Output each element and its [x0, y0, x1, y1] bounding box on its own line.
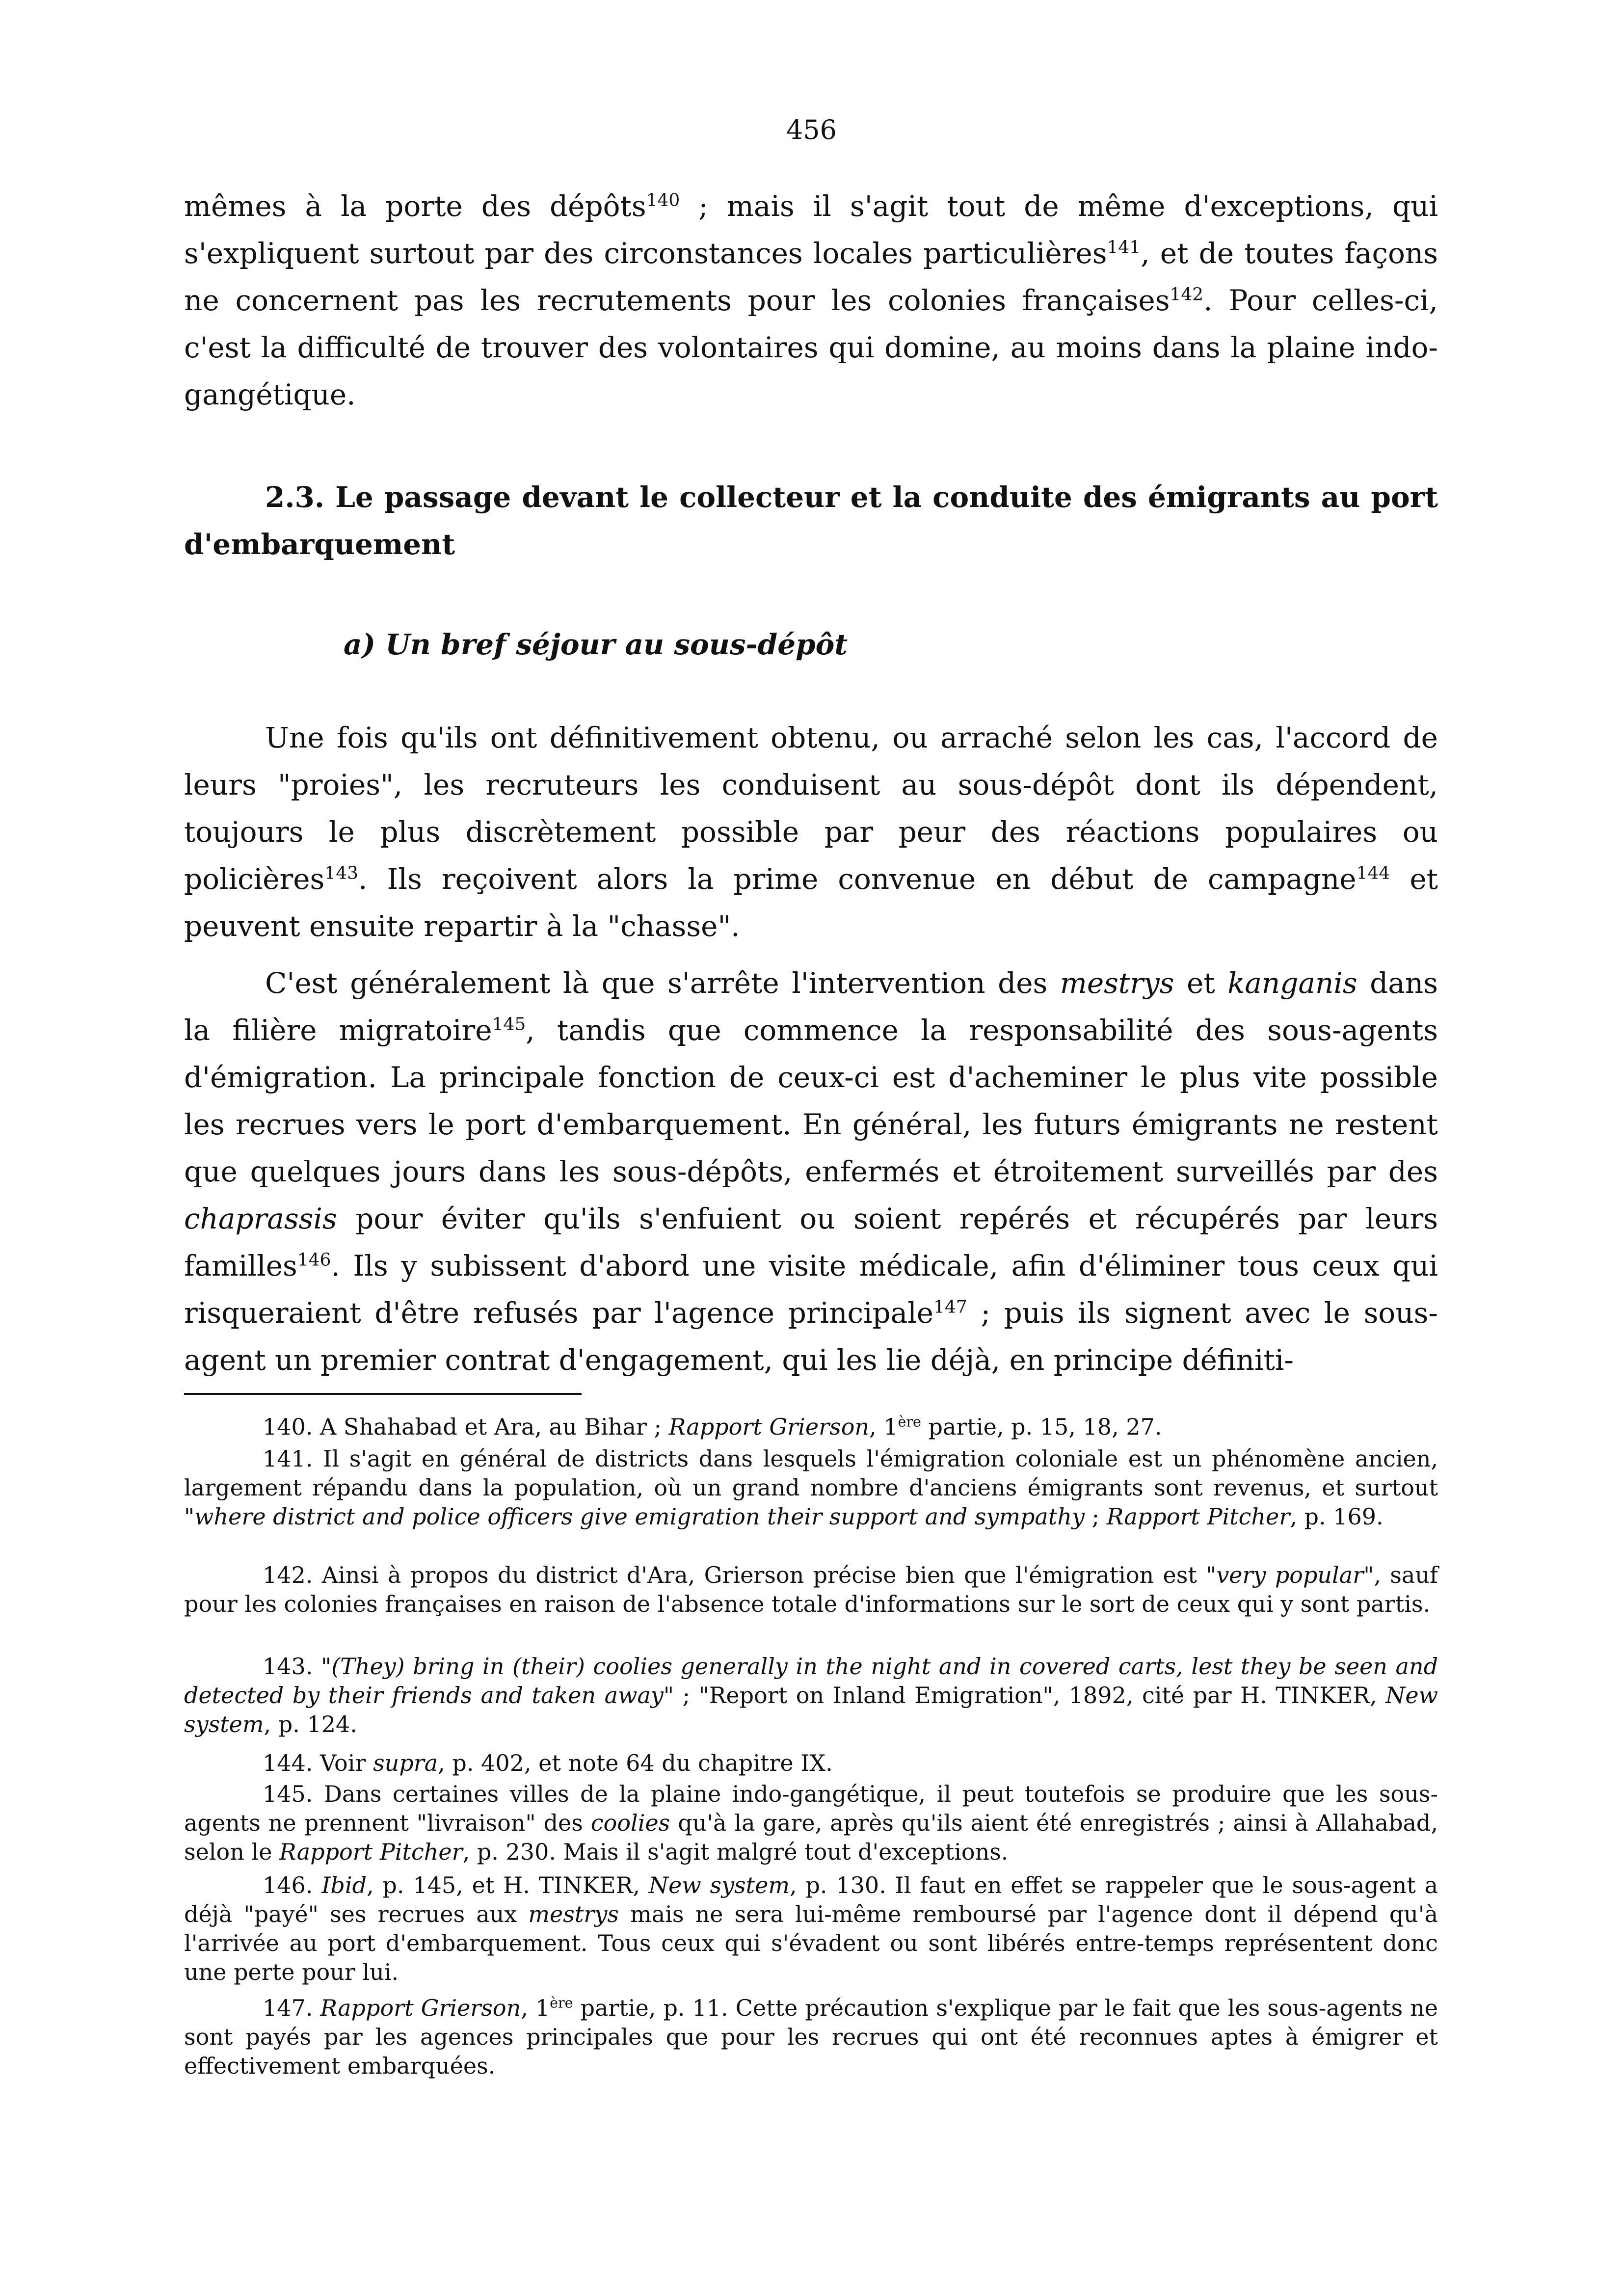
text-run: . Ils y subissent d'abord une visite médicale, afin d'éliminer tous ceux qui risqueraient d'être refusés par l'agence principale — [184, 1249, 1438, 1330]
text-run: C'est généralement là que s'arrête l'intervention des — [265, 966, 1060, 1000]
text-run: partie, p. 15, 18, 27. — [921, 1414, 1162, 1440]
footnote-147 — [184, 1994, 1438, 2081]
footnote-143 — [184, 1652, 1438, 1739]
italic-term: Ibid — [321, 1872, 367, 1898]
text-run: et peuvent ensuite repartir à la "chasse". — [184, 862, 1438, 943]
text-run: , p. 230. Mais il s'agit malgré tout d'exceptions. — [462, 1839, 1009, 1865]
text-run: Une fois qu'ils ont définitivement obtenu, ou arraché selon les cas, l'accord de leurs "proies", les recruteurs les conduisent au sous-dépôt dont ils dépendent, toujours le plus discrètement possible par peur des réactions populaires ou policières — [184, 721, 1438, 896]
text-run: 144. Voir — [263, 1750, 373, 1776]
italic-term: Rapport Grierson — [320, 1995, 521, 2021]
text-run: partie, p. 11. Cette précaution s'explique par le fait que les sous-agents ne sont payés par les agences principales que pour les recrues qui ont été reconnues aptes à émigrer et effectivement embarquées. — [184, 1995, 1438, 2079]
text-run: 145. Dans certaines villes de la plaine indo-gangétique, il peut toutefois se produire que les sous-agents ne prennent "livraison" des — [184, 1781, 1438, 1836]
text-run: ; — [1084, 1503, 1107, 1530]
text-run: 141. Il s'agit en général de districts dans lesquels l'émigration coloniale est un phénomène ancien, largement répandu dans la population, où un grand nombre d'anciens émigrants sont revenus, et surtout " — [184, 1445, 1438, 1530]
footnote-146 — [184, 1871, 1438, 1987]
text-run: " ; "Report on Inland Emigration", 1892, cité par H. TINKER, — [663, 1682, 1386, 1709]
text-run: , p. 124. — [264, 1711, 357, 1737]
text-run: ", sauf pour les colonies françaises en raison de l'absence totale d'informations sur le sort de ceux qui y sont partis. — [184, 1562, 1438, 1617]
text-run: , p. 145, et H. TINKER, — [367, 1872, 649, 1898]
page-number: 456 — [786, 114, 837, 145]
footnote-ref[interactable]: 143 — [324, 863, 358, 883]
intro-paragraph — [184, 183, 1438, 418]
subsection-heading: a) Un bref séjour au sous-dépôt — [344, 628, 848, 661]
text-run: et — [1174, 966, 1228, 1000]
italic-term: coolies — [590, 1810, 670, 1836]
text-run: 143. " — [263, 1653, 332, 1680]
footnote-separator — [184, 1393, 582, 1395]
italic-term: Rapport Pitcher — [279, 1839, 463, 1865]
italic-term: chaprassis — [184, 1202, 337, 1235]
text-run: . Pour celles-ci, c'est la difficulté de trouver des volontaires qui domine, au moins dans la plaine indo-gangétique. — [184, 284, 1438, 411]
text-run: 140. A Shahabad et Ara, au Bihar ; — [263, 1414, 669, 1440]
text-run: mêmes à la porte des dépôts — [184, 189, 646, 223]
italic-term: New system — [184, 1682, 1438, 1737]
italic-term: where district and police officers give emigration their support and sympathy — [194, 1503, 1085, 1530]
footnote-140 — [184, 1413, 1438, 1442]
section-heading: 2.3. Le passage devant le collecteur et la conduite des émigrants au port d'embarquement — [184, 481, 1438, 561]
italic-term: Rapport Pitcher — [1106, 1503, 1290, 1530]
italic-term: very popular — [1216, 1562, 1364, 1588]
body-paragraph — [184, 714, 1438, 950]
text-run: qu'à la gare, après qu'ils aient été enregistrés ; ainsi à Allahabad, selon le — [184, 1810, 1438, 1865]
italic-term: Rapport Grierson — [668, 1414, 870, 1440]
footnote-ref[interactable]: 146 — [297, 1250, 331, 1270]
text-run: pour éviter qu'ils s'enfuient ou soient repérés et récupérés par leurs familles — [184, 1202, 1438, 1282]
footnote-ref[interactable]: 144 — [1356, 863, 1390, 883]
superscript: ère — [550, 1995, 573, 2011]
footnote-ref[interactable]: 140 — [646, 190, 680, 211]
body-paragraph — [184, 960, 1438, 1384]
footnote-144 — [184, 1749, 1438, 1778]
text-run: , et de toutes façons ne concernent pas les recrutements pour les colonies françaises — [184, 237, 1438, 317]
footnote-ref[interactable]: 147 — [933, 1297, 967, 1317]
italic-term: mestrys — [528, 1901, 619, 1927]
text-run: , p. 169. — [1290, 1503, 1384, 1530]
italic-term: New system — [648, 1872, 790, 1898]
text-run: , p. 130. Il faut en effet se rappeler que le sous-agent a déjà "payé" ses recrues aux — [184, 1872, 1438, 1927]
text-run: , tandis que commence la responsabilité des sous-agents d'émigration. La principale fonction de ceux-ci est d'acheminer le plus vite possible les recrues vers le port d'embarquement. En général, les futurs émigrants ne restent que quelques jours dans les sous-dépôts, enfermés et étroitement surveillés par des — [184, 1014, 1438, 1188]
text-run: , 1 — [521, 1995, 550, 2021]
text-run: dans la filière migratoire — [184, 966, 1438, 1047]
text-run: 147. — [263, 1995, 320, 2021]
italic-term: mestrys — [1060, 966, 1174, 1000]
text-run: 142. Ainsi à propos du district d'Ara, Grierson précise bien que l'émigration est " — [263, 1562, 1217, 1588]
text-run: mais ne sera lui-même remboursé par l'agence dont il dépend qu'à l'arrivée au port d'embarquement. Tous ceux qui s'évadent ou sont libérés entre-temps représentent donc une perte pour lui. — [184, 1901, 1438, 1985]
text-run: , p. 402, et note 64 du chapitre IX. — [438, 1750, 833, 1776]
text-run: . Ils reçoivent alors la prime convenue en début de campagne — [358, 862, 1357, 896]
footnote-141 — [184, 1444, 1438, 1531]
italic-term: kanganis — [1227, 966, 1357, 1000]
text-run: ; mais il s'agit tout de même d'exceptions, qui s'expliquent surtout par des circonstances locales particulières — [184, 189, 1438, 270]
footnote-ref[interactable]: 141 — [1107, 237, 1141, 258]
italic-term: supra — [373, 1750, 438, 1776]
footnote-ref[interactable]: 142 — [1170, 284, 1204, 305]
footnote-142 — [184, 1561, 1438, 1619]
text-run: 146. — [263, 1872, 322, 1898]
footnote-145 — [184, 1780, 1438, 1867]
footnote-ref[interactable]: 145 — [492, 1014, 526, 1035]
italic-term: (They) bring in (their) coolies generally in the night and in covered carts, lest they be seen and detected by their friends and taken away — [184, 1653, 1438, 1709]
text-run: ; puis ils signent avec le sous-agent un premier contrat d'engagement, qui les lie déjà, en principe définiti- — [184, 1296, 1438, 1377]
superscript: ère — [898, 1414, 921, 1430]
text-run: , 1 — [869, 1414, 898, 1440]
